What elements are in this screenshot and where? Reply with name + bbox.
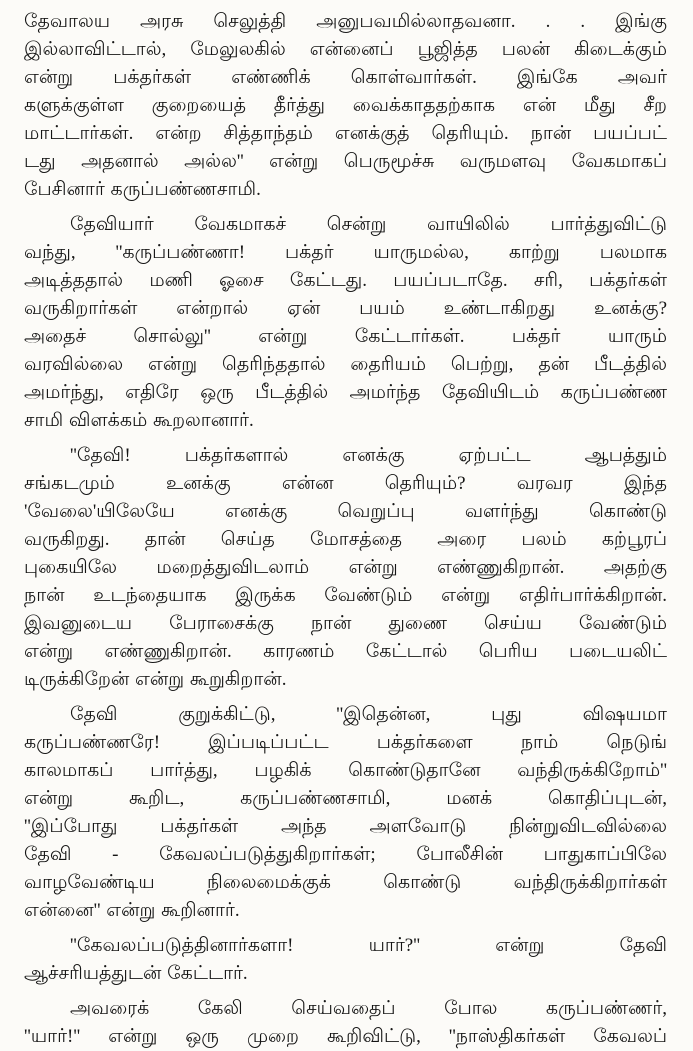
text-line: ஆச்சரியத்துடன் கேட்டார். [24, 963, 248, 984]
text-line: அதைச் சொல்லு'' என்று கேட்டார்கள். பக்தர் யாரும் [24, 326, 667, 347]
text-line: அடித்ததால் மணி ஓசை கேட்டது. பயப்படாதே. சரி, பக்தர்கள் [24, 270, 667, 291]
text-line: வருகிறது. தான் செய்த மோசத்தை அரை பலம் கற்பூரப் [24, 529, 667, 550]
text-line: வருகிறார்கள் என்றால் ஏன் பயம் உண்டாகிறது உனக்கு? [24, 298, 667, 319]
text-line: கருப்பண்ணரே! இப்படிப்பட்ட பக்தர்களை நாம் நெடுங் [24, 732, 667, 753]
text-line: ''யார்!'' என்று ஒரு முறை கூறிவிட்டு, ''நாஸ்திகர்கள் கேவலப் [24, 1026, 667, 1047]
text-line: என்று கூறிட, கருப்பண்ணசாமி, மனக் கொதிப்புடன், [24, 788, 667, 809]
paragraph [24, 211, 667, 435]
text-line: தேவி - கேவலப்படுத்துகிறார்கள்; போலீசின் பாதுகாப்பிலே [24, 844, 667, 865]
text-line: மாட்டார்கள். என்ற சித்தாந்தம் எனக்குத் தெரியும். நான் பயப்பட் [24, 123, 667, 144]
text-line: தேவாலய அரசு செலுத்தி அனுபவமில்லாதவனா. . . இங்கு [24, 11, 667, 32]
text-line: 'வேலை'யிலேயே எனக்கு வெறுப்பு வளர்ந்து கொண்டு [24, 501, 667, 522]
text-line: டது அதனால் அல்ல'' என்று பெருமூச்சு வருமளவு வேகமாகப் [24, 151, 667, 172]
text-line: நான் உடந்தையாக இருக்க வேண்டும் என்று எதிர்பார்க்கிறான். [24, 585, 667, 606]
text-line: என்று எண்ணுகிறான். காரணம் கேட்டால் பெரிய படையலிட் [24, 641, 667, 662]
text-line: தேவியார் வேகமாகச் சென்று வாயிலில் பார்த்துவிட்டு [70, 214, 667, 235]
text-line: ''தேவி! பக்தர்களால் எனக்கு ஏற்பட்ட ஆபத்தும் [70, 445, 667, 466]
text-line: சாமி விளக்கம் கூறலானார். [24, 410, 254, 431]
text-line: ''இப்போது பக்தர்கள் அந்த அளவோடு நின்றுவிடவில்லை [24, 816, 667, 837]
text-line: ''கேவலப்படுத்தினார்களா! யார்?'' என்று தேவி [70, 935, 667, 956]
text-line: பேசினார் கருப்பண்ணசாமி. [24, 179, 261, 200]
text-line: என்னை'' என்று கூறினார். [24, 900, 240, 921]
text-line: புகையிலே மறைத்துவிடலாம் என்று எண்ணுகிறான். அதற்கு [24, 557, 667, 578]
text-line: டிருக்கிறேன் என்று கூறுகிறான். [24, 669, 287, 690]
page-text-block [24, 8, 667, 1051]
text-line: இவனுடைய பேராசைக்கு நான் துணை செய்ய வேண்டும் [24, 613, 667, 634]
text-line: தேவி குறுக்கிட்டு, ''இதென்ன, புது விஷயமா [70, 704, 667, 725]
text-line: இல்லாவிட்டால், மேலுலகில் என்னைப் பூஜித்த பலன் கிடைக்கும் [24, 39, 667, 60]
text-line: காலமாகப் பார்த்து, பழகிக் கொண்டுதானே வந்திருக்கிறோம்'' [24, 760, 667, 781]
paragraph [24, 442, 667, 694]
text-line: வந்து, ''கருப்பண்ணா! பக்தர் யாருமல்ல, காற்று பலமாக [24, 242, 667, 263]
paragraph [24, 932, 667, 988]
text-line: வரவில்லை என்று தெரிந்ததால் தைரியம் பெற்று, தன் பீடத்தில் [24, 354, 667, 375]
text-line: என்று பக்தர்கள் எண்ணிக் கொள்வார்கள். இங்கே அவர் [24, 67, 667, 88]
paragraph [24, 8, 667, 204]
text-line: வாழவேண்டிய நிலைமைக்குக் கொண்டு வந்திருக்கிறார்கள் [24, 872, 667, 893]
paragraph [24, 995, 667, 1051]
paragraph [24, 701, 667, 925]
text-line: களுக்குள்ள குறையைத் தீர்த்து வைக்காததற்காக என் மீது சீற [24, 95, 667, 116]
text-line: அவரைக் கேலி செய்வதைப் போல கருப்பண்ணர், [70, 998, 667, 1019]
text-line: சங்கடமும் உனக்கு என்ன தெரியும்? வரவர இந்த [24, 473, 667, 494]
text-line: அமர்ந்து, எதிரே ஒரு பீடத்தில் அமர்ந்த தேவியிடம் கருப்பண்ண [24, 382, 667, 403]
